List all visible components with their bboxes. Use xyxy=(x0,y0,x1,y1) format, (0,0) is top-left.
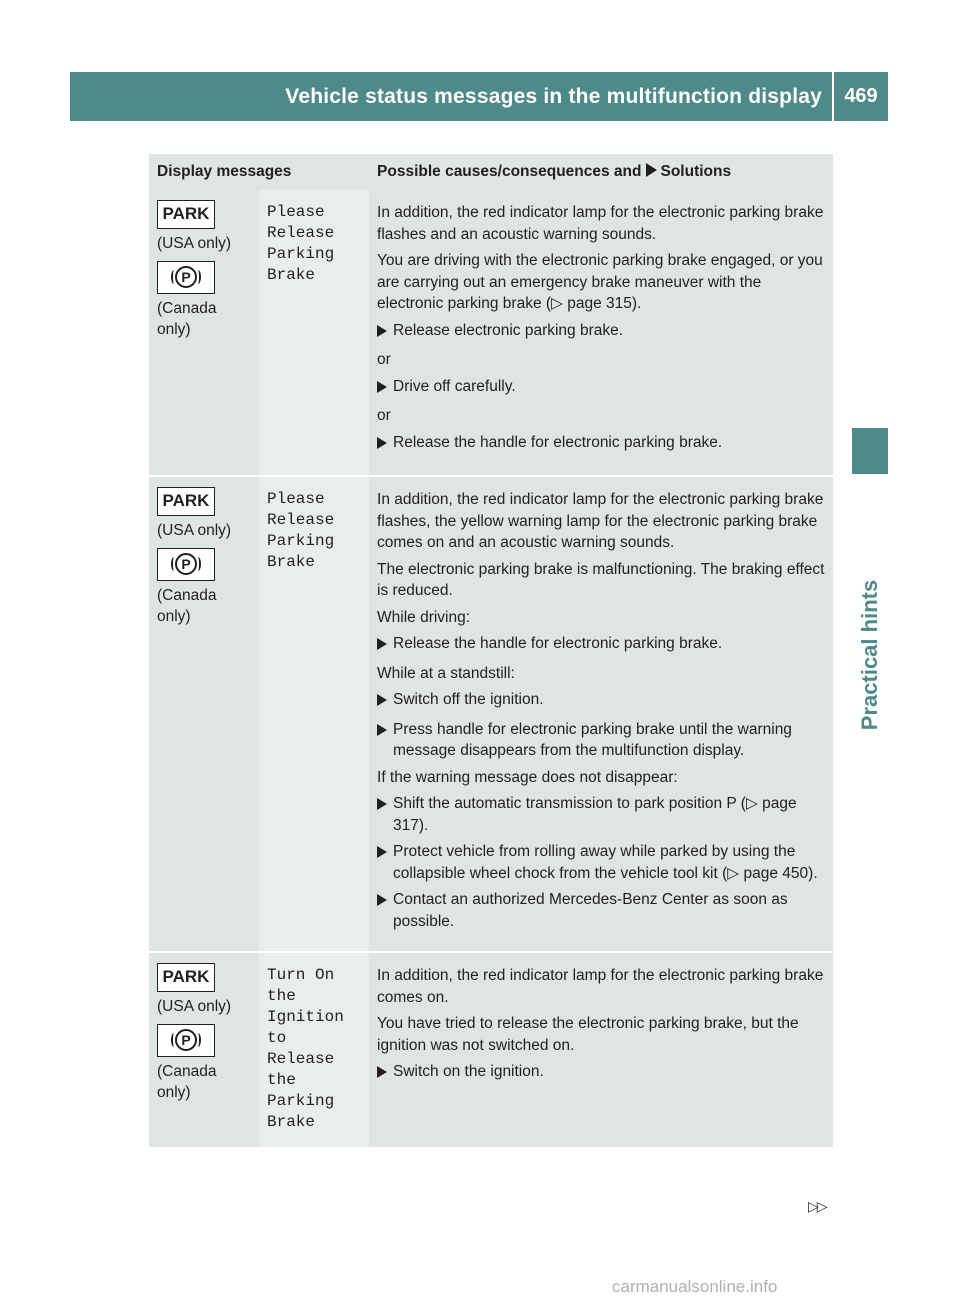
status-messages-table xyxy=(149,154,833,1147)
solution-step-text: Shift the automatic transmission to park position P (▷ page 317). xyxy=(393,795,797,834)
solution-step-text: Release the handle for electronic parking brake. xyxy=(393,635,723,652)
step-arrow-icon xyxy=(377,432,393,457)
indicator-cell xyxy=(149,190,259,476)
canada-label: (Canada only) xyxy=(157,586,217,625)
section-tab-marker xyxy=(852,428,888,474)
step-arrow-icon xyxy=(377,793,393,836)
cause-text: or xyxy=(377,351,391,368)
solution-step xyxy=(377,633,827,658)
solution-step-text: Drive off carefully. xyxy=(393,377,516,395)
cause-text: While at a standstill: xyxy=(377,664,515,682)
step-arrow-icon xyxy=(377,889,393,932)
solution-step-text: Protect vehicle from rolling away while parked by using the collapsible wheel chock from the vehicle tool kit (▷ page 450). xyxy=(393,843,818,882)
cause-text: You are driving with the electronic parking brake engaged, or you are carrying out an emergency brake maneuver with the electronic parking brake (▷ page 315). xyxy=(377,252,823,312)
display-message-text: Please Release Parking Brake xyxy=(267,490,335,571)
display-message-text: Turn On the Ignition to Release the Parking Brake xyxy=(267,966,344,1131)
cause-text: If the warning message does not disappear: xyxy=(377,768,678,786)
display-message-cell xyxy=(259,476,369,952)
solution-step xyxy=(377,376,827,401)
solution-step-text: Contact an authorized Mercedes-Benz Center as soon as possible. xyxy=(393,891,788,930)
solution-step xyxy=(377,1061,827,1086)
solution-step-text: Switch on the ignition. xyxy=(393,1063,544,1080)
parking-brake-indicator-icon xyxy=(157,548,215,581)
table-row xyxy=(149,476,833,952)
step-arrow-icon xyxy=(377,320,393,345)
solution-step xyxy=(377,793,827,836)
cause-text: In addition, the red indicator lamp for the electronic parking brake comes on. xyxy=(377,967,824,1006)
cause-text: In addition, the red indicator lamp for the electronic parking brake flashes, the yellow warning lamp for the electronic parking brake comes on and an acoustic warning sounds. xyxy=(377,491,824,551)
usa-label: (USA only) xyxy=(157,998,232,1015)
page-number: 469 xyxy=(844,85,878,107)
solutions-cell xyxy=(369,952,833,1147)
cause-text: You have tried to release the electronic parking brake, but the ignition was not switched on. xyxy=(377,1015,799,1054)
usa-label: (USA only) xyxy=(157,235,232,252)
solution-step-text: Release electronic parking brake. xyxy=(393,321,624,339)
col-header-display-messages: Display messages xyxy=(149,154,369,190)
display-message-cell xyxy=(259,952,369,1147)
parking-brake-letter: P xyxy=(175,1029,197,1051)
solution-step-text: Release the handle for electronic parking brake. xyxy=(393,433,723,451)
canada-label: (Canada only) xyxy=(157,299,217,338)
step-arrow-icon xyxy=(377,841,393,884)
usa-label: (USA only) xyxy=(157,522,232,539)
table-row xyxy=(149,952,833,1147)
canada-label: (Canada only) xyxy=(157,1062,217,1101)
parking-brake-indicator-icon xyxy=(157,1024,215,1057)
continued-icon: ▷▷ xyxy=(808,1198,826,1214)
solutions-cell xyxy=(369,476,833,952)
display-message-text: Please Release Parking Brake xyxy=(267,203,335,284)
indicator-cell xyxy=(149,476,259,952)
park-indicator-icon: PARK xyxy=(157,487,215,516)
solution-step xyxy=(377,889,827,932)
cause-text: While driving: xyxy=(377,608,471,626)
solution-step xyxy=(377,432,827,457)
solution-step xyxy=(377,689,827,714)
indicator-cell xyxy=(149,952,259,1147)
parking-brake-indicator-icon xyxy=(157,261,215,294)
display-message-cell xyxy=(259,190,369,476)
parking-brake-letter: P xyxy=(175,266,197,288)
solution-step-text: Switch off the ignition. xyxy=(393,691,544,708)
solutions-cell xyxy=(369,190,833,476)
col-header-causes-solutions: Possible causes/consequences and Solutions xyxy=(369,154,833,190)
solution-step xyxy=(377,719,827,762)
table-row xyxy=(149,190,833,476)
solution-step-text: Press handle for electronic parking brake until the warning message disappears from the multifunction display. xyxy=(393,720,792,759)
table-header-row xyxy=(149,154,833,190)
section-tab-label: Practical hints xyxy=(857,579,882,731)
step-arrow-icon xyxy=(377,1061,393,1086)
cause-text: The electronic parking brake is malfunctioning. The braking effect is reduced. xyxy=(377,560,825,599)
step-arrow-icon xyxy=(377,633,393,658)
park-indicator-icon: PARK xyxy=(157,200,215,229)
solution-step xyxy=(377,320,827,345)
solution-step xyxy=(377,841,827,884)
step-arrow-icon xyxy=(377,689,393,714)
step-arrow-icon xyxy=(377,719,393,762)
park-indicator-icon: PARK xyxy=(157,963,215,992)
cause-text: or xyxy=(377,407,391,424)
page-header-title: Vehicle status messages in the multifunction display xyxy=(285,84,822,108)
page-header xyxy=(70,72,888,121)
arrow-right-icon xyxy=(646,163,657,177)
cause-text: In addition, the red indicator lamp for the electronic parking brake flashes and an acoustic warning sounds. xyxy=(377,204,824,243)
parking-brake-letter: P xyxy=(175,553,197,575)
watermark: carmanualsonline.info xyxy=(612,1277,778,1296)
step-arrow-icon xyxy=(377,376,393,401)
